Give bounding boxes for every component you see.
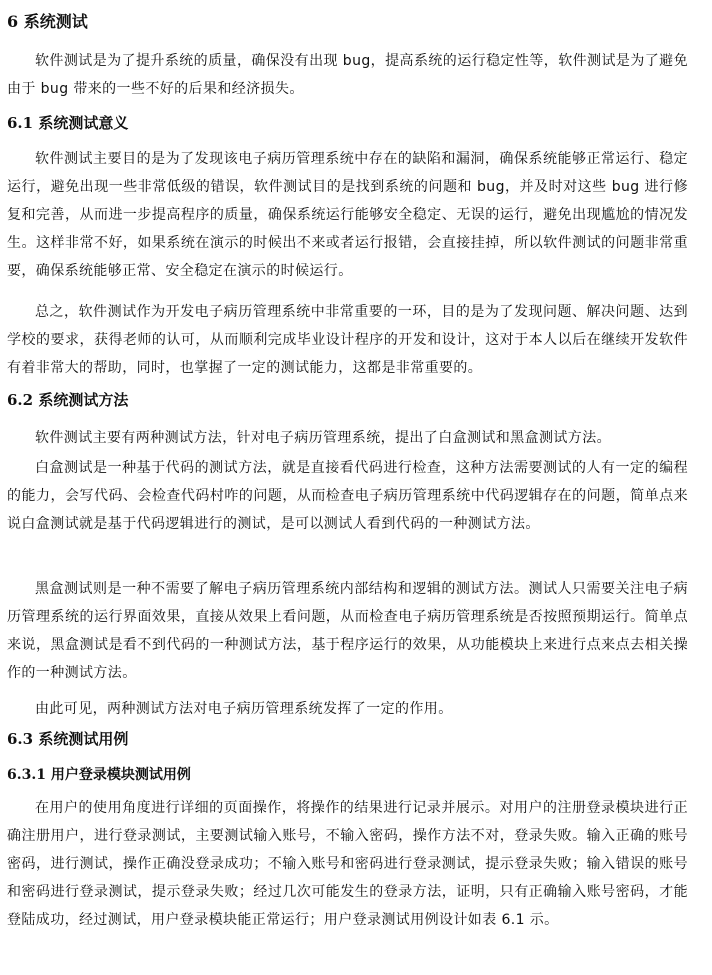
section-heading-6-3: 6.3 系统测试用例 <box>7 730 129 748</box>
section-6-2-paragraph-2: 白盒测试是一种基于代码的测试方法，就是直接看代码进行检查，这种方法需要测试的人有一定的编程的能力，会写代码、会检查代码村咋的问题，从而检查电子病历管理系统中代码逻辑存在的问题，简单点来说白盒测试就是基于代码逻辑进行的测试，是可以测试人看到代码的一种测试方法。 <box>7 460 688 532</box>
section-heading-6-2: 6.2 系统测试方法 <box>7 391 129 409</box>
subsection-6-3-1-paragraph: 在用户的使用角度进行详细的页面操作，将操作的结果进行记录并展示。对用户的注册登录模块进行正确注册用户，进行登录测试，主要测试输入账号，不输入密码，操作方法不对，登录失败。输入正确的账号密码，进行测试，操作正确没登录成功；不输入账号和密码进行登录测试，提示登录失败；输入错误的账号和密码进行登录测试，提示登录失败；经过几次可能发生的登录方法，证明，只有正确输入账号密码，才能登陆成功，经过测试，用户登录模块能正常运行；用户登录测试用例设计如表 6.1 示。 <box>7 800 688 928</box>
subsection-heading-6-3-1: 6.3.1 用户登录模块测试用例 <box>7 767 191 783</box>
section-6-1-paragraph-2: 总之，软件测试作为开发电子病历管理系统中非常重要的一环，目的是为了发现问题、解决问题、达到学校的要求，获得老师的认可，从而顺利完成毕业设计程序的开发和设计，这对于本人以后在继续开发软件有着非常大的帮助，同时，也掌握了一定的测试能力，这都是非常重要的。 <box>7 304 688 376</box>
section-6-2-paragraph-4: 由此可见，两种测试方法对电子病历管理系统发挥了一定的作用。 <box>35 701 453 717</box>
chapter-heading: 6 系统测试 <box>7 12 88 31</box>
section-6-1-paragraph-1: 软件测试主要目的是为了发现该电子病历管理系统中存在的缺陷和漏洞，确保系统能够正常运行、稳定运行，避免出现一些非常低级的错误，软件测试目的是找到系统的问题和 bug，并及时对这些 bug 进行修复和完善，从而进一步提高程序的质量，确保系统运行能够安全稳定、无误的运行，避免出现尴尬的情况发生。这样非常不好，如果系统在演示的时候出不来或者运行报错，会直接挂掉，所以软件测试的问题非常重要，确保系统能够正常、安全稳定在演示的时候运行。 <box>7 151 688 279</box>
chapter-intro-paragraph: 软件测试是为了提升系统的质量，确保没有出现 bug，提高系统的运行稳定性等，软件测试是为了避免由于 bug 带来的一些不好的后果和经济损失。 <box>7 53 688 97</box>
section-6-2-paragraph-3: 黑盒测试则是一种不需要了解电子病历管理系统内部结构和逻辑的测试方法。测试人只需要关注电子病历管理系统的运行界面效果，直接从效果上看问题，从而检查电子病历管理系统是否按照预期运行。简单点来说，黑盒测试是看不到代码的一种测试方法，基于程序运行的效果，从功能模块上来进行点来点去相关操作的一种测试方法。 <box>7 581 688 681</box>
section-heading-6-1: 6.1 系统测试意义 <box>7 114 129 132</box>
section-6-2-paragraph-1: 软件测试主要有两种测试方法，针对电子病历管理系统，提出了白盒测试和黑盒测试方法。 <box>35 430 611 446</box>
